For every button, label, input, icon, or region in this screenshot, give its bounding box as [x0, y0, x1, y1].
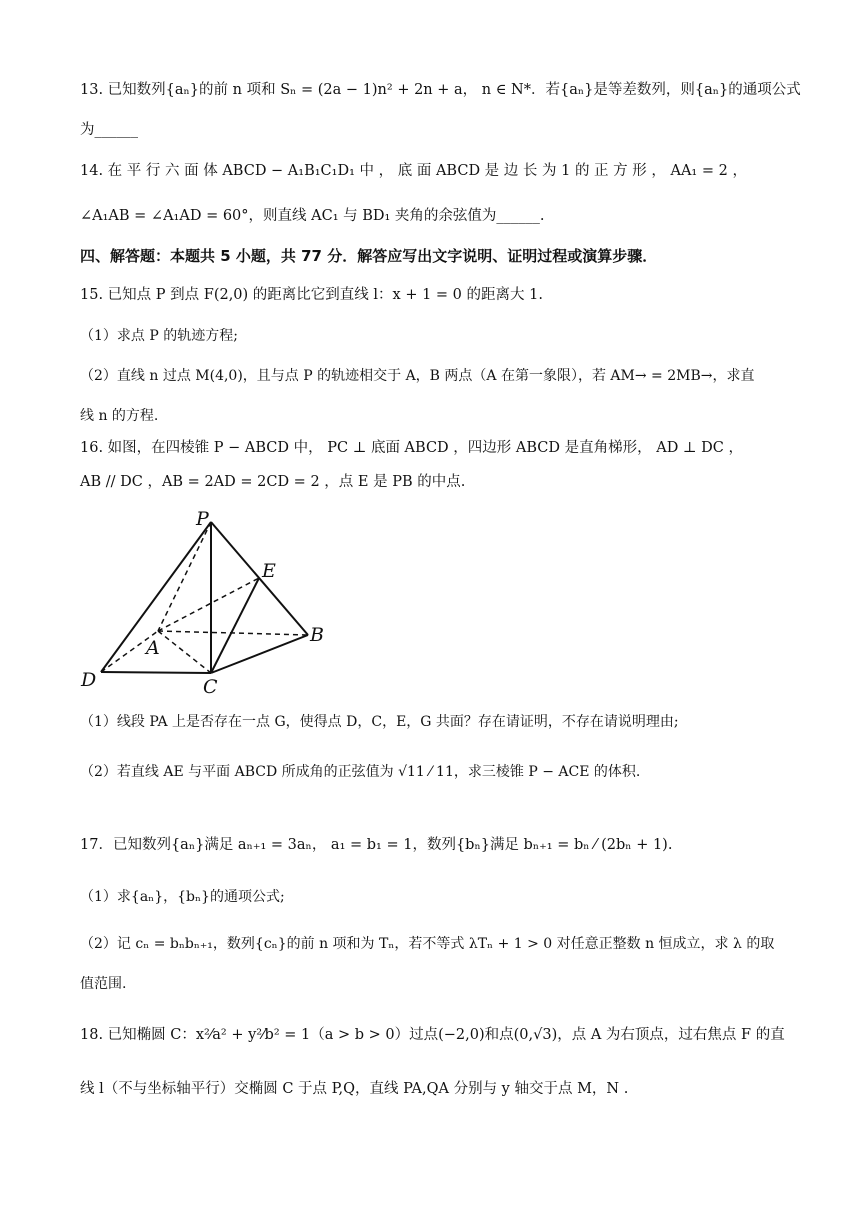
label-D: D [81, 669, 97, 691]
pyramid-figure [78, 505, 338, 700]
problem-16-line-2: AB // DC ，AB = 2AD = 2CD = 2 ，点 E 是 PB 的中点. [80, 474, 466, 490]
problem-14-line-2: ∠A₁AB = ∠A₁AD = 60°，则直线 AC₁ 与 BD₁ 夹角的余弦值为______. [80, 208, 545, 224]
problem-15-q2-line-2: 线 n 的方程. [80, 408, 159, 424]
edge-PA [158, 522, 211, 631]
pyramid-diagram [78, 505, 338, 700]
edge-AC [158, 631, 211, 673]
problem-14-line-1: 14. 在 平 行 六 面 体 ABCD − A₁B₁C₁D₁ 中 ， 底 面 ABCD 是 边 长 为 1 的 正 方 形 ， AA₁ = 2 ， [80, 163, 747, 179]
problem-13-line-2: 为______ [80, 122, 138, 138]
label-A: A [146, 637, 160, 659]
problem-17-q2-line-1: （2）记 cₙ = bₙbₙ₊₁，数列{cₙ}的前 n 项和为 Tₙ，若不等式 λTₙ + 1 > 0 对任意正整数 n 恒成立，求 λ 的取 [80, 936, 775, 952]
problem-15-q2-line-1: （2）直线 n 过点 M(4,0)，且与点 P 的轨迹相交于 A，B 两点（A 在第一象限），若 AM→ = 2MB→，求直 [80, 368, 755, 384]
problem-17-q1: （1）求{aₙ}，{bₙ}的通项公式; [80, 889, 285, 905]
edge-AE [158, 578, 259, 631]
label-C: C [203, 676, 218, 698]
label-P: P [196, 508, 209, 530]
problem-17-line-1: 17．已知数列{aₙ}满足 aₙ₊₁ = 3aₙ， a₁ = b₁ = 1，数列{bₙ}满足 bₙ₊₁ = bₙ ⁄ (2bₙ + 1). [80, 837, 673, 853]
problem-15-q1: （1）求点 P 的轨迹方程; [80, 328, 238, 344]
label-E: E [262, 560, 276, 582]
problem-16-q2: （2）若直线 AE 与平面 ABCD 所成角的正弦值为 √11 ⁄ 11，求三棱锥 P − ACE 的体积. [80, 764, 641, 780]
problem-18-line-2: 线 l（不与坐标轴平行）交椭圆 C 于点 P,Q，直线 PA,QA 分别与 y 轴交于点 M，N . [80, 1081, 629, 1097]
problem-17-q2-line-2: 值范围. [80, 976, 127, 992]
problem-13-line-1: 13. 已知数列{aₙ}的前 n 项和 Sₙ = (2a − 1)n² + 2n + a， n ∈ N*．若{aₙ}是等差数列，则{aₙ}的通项公式 [80, 82, 801, 98]
section-4-heading: 四、解答题：本题共 5 小题，共 77 分．解答应写出文字说明、证明过程或演算步骤． [80, 247, 658, 265]
problem-18-line-1: 18. 已知椭圆 C：x²⁄a² + y²⁄b² = 1（a > b > 0）过点(−2,0)和点(0,√3)，点 A 为右顶点，过右焦点 F 的直 [80, 1027, 785, 1043]
edge-DC [101, 672, 211, 673]
problem-16-line-1: 16. 如图，在四棱锥 P − ABCD 中， PC ⊥ 底面 ABCD ，四边形 ABCD 是直角梯形， AD ⊥ DC ， [80, 440, 743, 456]
edge-CB [211, 635, 308, 673]
edge-CE [211, 578, 259, 673]
problem-15-line-1: 15. 已知点 P 到点 F(2,0) 的距离比它到直线 l：x + 1 = 0 的距离大 1. [80, 287, 543, 303]
label-B: B [310, 624, 324, 646]
problem-16-q1: （1）线段 PA 上是否存在一点 G，使得点 D，C，E，G 共面？存在请证明，不存在请说明理由; [80, 714, 679, 730]
